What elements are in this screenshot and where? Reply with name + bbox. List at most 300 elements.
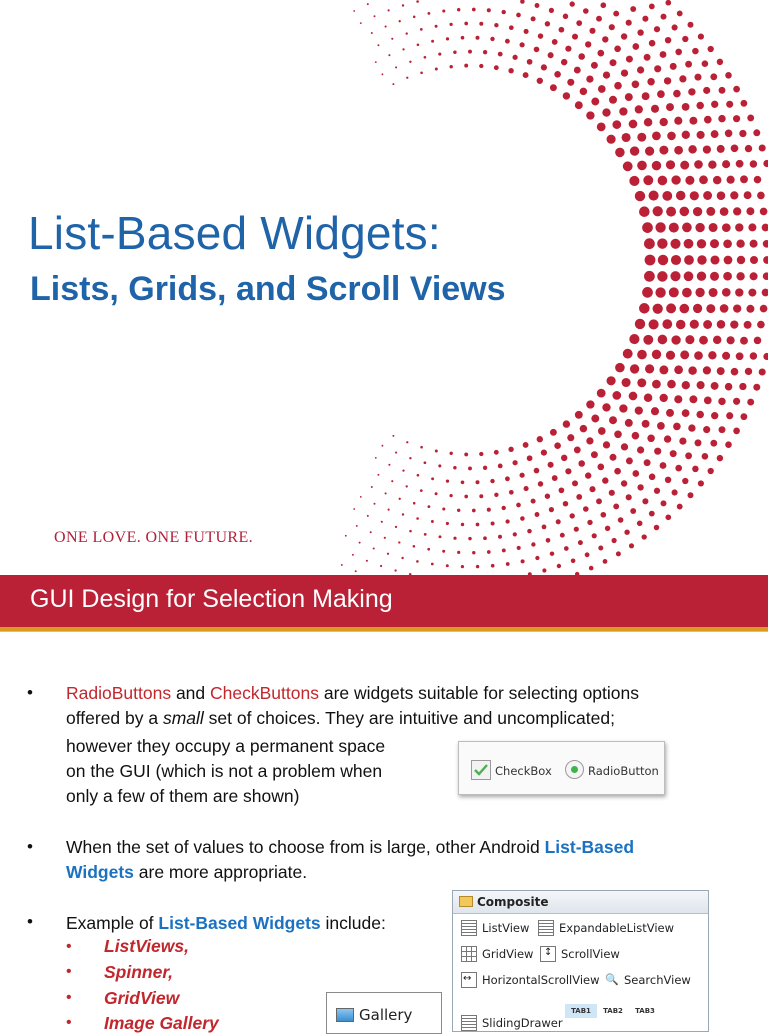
decorative-dot xyxy=(576,20,582,26)
decorative-dot xyxy=(685,452,692,459)
decorative-dot xyxy=(468,50,472,54)
decorative-dot xyxy=(512,55,517,60)
decorative-dot xyxy=(626,20,632,26)
decorative-dot xyxy=(654,448,661,455)
decorative-dot xyxy=(759,144,766,151)
decorative-dot xyxy=(621,443,628,450)
decorative-dot xyxy=(374,15,376,17)
decorative-dot xyxy=(524,29,529,34)
decorative-dot xyxy=(750,272,758,280)
decorative-dot xyxy=(597,50,604,57)
decorative-dot xyxy=(722,288,731,297)
decorative-dot xyxy=(733,115,740,122)
decorative-dot xyxy=(597,123,606,132)
palette-item-slidingdrawer[interactable] xyxy=(461,1013,563,1033)
decorative-dot xyxy=(649,319,659,329)
decorative-dot xyxy=(413,545,416,548)
decorative-dot xyxy=(644,238,655,249)
decorative-dot xyxy=(757,192,765,200)
decorative-dot xyxy=(565,46,571,52)
decorative-dot xyxy=(680,350,689,359)
decorative-dot xyxy=(387,553,389,555)
decorative-dot xyxy=(642,16,648,22)
decorative-dot xyxy=(733,428,740,435)
decorative-dot xyxy=(502,506,506,510)
decorative-dot xyxy=(602,108,610,116)
decorative-dot xyxy=(706,207,715,216)
decorative-dot xyxy=(531,499,536,504)
gallery-label: Gallery xyxy=(359,1006,413,1024)
decorative-dot xyxy=(534,47,540,53)
palette-item-horizontalscrollview[interactable] xyxy=(461,970,600,990)
decorative-dot xyxy=(535,3,540,8)
small-emphasis: small xyxy=(162,708,204,728)
decorative-dot xyxy=(603,559,608,564)
decorative-dot xyxy=(690,320,699,329)
decorative-dot xyxy=(552,39,558,45)
decorative-dot xyxy=(615,363,625,373)
decorative-dot xyxy=(391,480,393,482)
decorative-dot xyxy=(565,468,571,474)
decorative-dot xyxy=(424,533,427,536)
decorative-dot xyxy=(649,511,655,517)
decorative-dot xyxy=(457,551,460,554)
decorative-dot xyxy=(388,54,390,56)
decorative-dot xyxy=(370,531,372,533)
decorative-dot xyxy=(453,466,456,469)
decorative-dot xyxy=(431,563,434,566)
decorative-dot xyxy=(461,565,464,568)
decorative-dot xyxy=(763,353,768,360)
decorative-dot xyxy=(513,532,517,536)
decorative-dot xyxy=(527,529,532,534)
decorative-dot xyxy=(446,564,449,567)
decorative-dot xyxy=(479,494,483,498)
decorative-dot xyxy=(630,508,636,514)
decorative-dot xyxy=(697,272,706,281)
decorative-dot xyxy=(760,208,768,216)
decorative-dot xyxy=(345,535,347,537)
palette-item-label: GridView xyxy=(482,947,534,961)
decorative-dot xyxy=(688,88,695,95)
decorative-dot xyxy=(662,319,672,329)
decorative-dot xyxy=(483,536,487,540)
decorative-dot xyxy=(409,530,412,533)
decorative-dot xyxy=(395,452,397,454)
decorative-dot xyxy=(661,500,667,506)
decorative-dot xyxy=(639,303,650,314)
decorative-dot xyxy=(438,53,441,56)
decorative-dot xyxy=(453,537,456,540)
decorative-dot xyxy=(602,36,608,42)
decorative-dot xyxy=(626,457,633,464)
decorative-dot xyxy=(615,148,625,158)
decorative-dot xyxy=(675,465,682,472)
decorative-dot xyxy=(625,419,633,427)
decorative-dot xyxy=(399,20,401,22)
decorative-dot xyxy=(616,551,621,556)
decorative-dot xyxy=(439,535,442,538)
decorative-dot xyxy=(600,2,606,8)
bullet-3-text: Example of xyxy=(66,913,159,933)
decorative-dot xyxy=(435,25,438,28)
decorative-dot xyxy=(695,74,702,81)
palette-item-label: SlidingDrawer xyxy=(482,1016,563,1030)
decorative-dot xyxy=(709,288,718,297)
decorative-dot xyxy=(567,434,574,441)
decorative-dot xyxy=(635,406,643,414)
decorative-dot xyxy=(682,478,688,484)
decorative-dot xyxy=(694,160,703,169)
decorative-dot xyxy=(442,9,445,12)
decorative-dot xyxy=(476,480,480,484)
decorative-dot xyxy=(427,505,430,508)
decorative-dot xyxy=(657,238,667,248)
decorative-dot xyxy=(717,191,726,200)
decorative-dot xyxy=(468,466,472,470)
decorative-dot xyxy=(684,271,694,281)
decorative-dot xyxy=(609,490,615,496)
decorative-dot xyxy=(576,494,582,500)
decorative-dot xyxy=(717,455,723,461)
decorative-dot xyxy=(424,461,427,464)
decorative-dot xyxy=(706,304,715,313)
decorative-dot xyxy=(353,508,355,510)
decorative-dot xyxy=(585,41,591,47)
decorative-dot xyxy=(724,256,733,265)
decorative-dot xyxy=(600,512,606,518)
decorative-dot xyxy=(642,498,648,504)
decorative-dot xyxy=(591,415,599,423)
decorative-dot xyxy=(596,16,602,22)
decorative-dot xyxy=(446,522,449,525)
decorative-dot xyxy=(725,441,732,448)
decorative-dot xyxy=(570,1,575,6)
decorative-dot xyxy=(685,335,694,344)
decorative-dot xyxy=(516,13,521,18)
decorative-dot xyxy=(614,82,622,90)
decorative-dot xyxy=(647,435,654,442)
decorative-dot xyxy=(527,455,533,461)
decorative-dot xyxy=(578,53,585,60)
decorative-dot xyxy=(763,160,768,167)
decorative-dot xyxy=(717,59,723,65)
decorative-dot xyxy=(609,24,615,30)
decorative-dot xyxy=(580,88,588,96)
decorative-dot xyxy=(498,52,503,57)
decorative-dot xyxy=(578,460,585,467)
decorative-dot xyxy=(684,239,694,249)
decorative-dot xyxy=(694,351,703,360)
decorative-dot xyxy=(660,462,667,469)
decorative-dot xyxy=(762,289,768,297)
slide-title: List-Based Widgets: xyxy=(28,207,441,259)
decorative-dot xyxy=(703,320,712,329)
bullet-marker: • xyxy=(27,837,33,856)
decorative-dot xyxy=(607,135,616,144)
decorative-dot xyxy=(653,304,663,314)
decorative-dot xyxy=(476,565,479,568)
decorative-dot xyxy=(589,566,594,571)
decorative-dot xyxy=(586,400,594,408)
decorative-dot xyxy=(679,207,689,217)
decorative-dot xyxy=(713,176,721,184)
decorative-dot xyxy=(431,520,434,523)
decorative-dot xyxy=(739,130,746,137)
decorative-dot xyxy=(733,207,741,215)
decorative-dot xyxy=(605,526,610,531)
search-icon xyxy=(605,973,619,987)
radio-button-icon xyxy=(565,760,584,779)
decorative-dot xyxy=(596,498,602,504)
decorative-dot xyxy=(753,384,760,391)
decorative-dot xyxy=(589,28,595,34)
decorative-dot xyxy=(610,59,617,66)
decorative-dot xyxy=(591,62,598,69)
decorative-dot xyxy=(741,100,748,107)
decorative-dot xyxy=(717,320,726,329)
decorative-dot xyxy=(651,407,659,415)
bullet-1-line-1 xyxy=(66,681,639,706)
section-title: GUI Design for Selection Making xyxy=(30,585,393,613)
decorative-dot xyxy=(538,481,543,486)
decorative-dot xyxy=(614,468,621,475)
decorative-dot xyxy=(406,441,408,443)
decorative-dot xyxy=(464,22,468,26)
decorative-dot xyxy=(672,489,678,495)
decorative-dot xyxy=(670,63,677,70)
decorative-dot xyxy=(667,132,676,141)
decorative-dot xyxy=(586,437,593,444)
decorative-dot xyxy=(548,462,554,468)
decorative-dot xyxy=(385,492,387,494)
decorative-dot xyxy=(381,73,383,75)
decorative-dot xyxy=(666,207,676,217)
decorative-dot xyxy=(644,393,653,402)
decorative-dot xyxy=(637,350,647,360)
decorative-dot xyxy=(688,424,695,431)
decorative-dot xyxy=(629,334,639,344)
decorative-dot xyxy=(578,540,583,545)
decorative-dot xyxy=(692,466,699,473)
decorative-dot xyxy=(725,130,733,138)
palette-item-label: ListView xyxy=(482,921,530,935)
decorative-dot xyxy=(682,409,690,417)
decorative-dot xyxy=(750,256,758,264)
decorative-dot xyxy=(424,56,427,59)
decorative-dot xyxy=(498,535,502,539)
decorative-dot xyxy=(695,223,704,232)
palette-item-expandablelistview[interactable] xyxy=(538,918,674,938)
decorative-dot xyxy=(733,86,740,93)
banner-grey-rule xyxy=(0,631,768,632)
decorative-dot xyxy=(727,176,735,184)
decorative-dot xyxy=(741,413,748,420)
decorative-dot xyxy=(679,75,686,82)
decorative-dot xyxy=(597,389,606,398)
decorative-dot xyxy=(388,9,390,11)
decorative-dot xyxy=(392,435,394,437)
list-based-widgets-term: List-Based Widgets xyxy=(158,913,321,933)
decorative-dot xyxy=(461,480,465,484)
decorative-dot xyxy=(541,64,547,70)
decorative-dot xyxy=(717,145,725,153)
decorative-dot xyxy=(591,98,599,106)
decorative-dot xyxy=(637,66,644,73)
decorative-dot xyxy=(406,32,408,34)
palette-item-listview[interactable] xyxy=(461,918,529,938)
decorative-dot xyxy=(580,425,588,433)
decorative-dot xyxy=(635,319,645,329)
decorative-dot xyxy=(609,416,617,424)
decorative-dot xyxy=(665,477,671,483)
decorative-dot xyxy=(652,161,661,170)
decorative-dot xyxy=(733,398,740,405)
decorative-dot xyxy=(699,336,708,345)
decorative-dot xyxy=(622,133,631,142)
decorative-dot xyxy=(740,337,748,345)
palette-item-label: HorizontalScrollView xyxy=(482,973,600,987)
decorative-dot xyxy=(487,550,491,554)
decorative-dot xyxy=(603,71,610,78)
palette-item-searchview[interactable] xyxy=(605,970,691,990)
decorative-dot xyxy=(572,34,578,40)
decorative-dot xyxy=(554,71,561,78)
decorative-dot xyxy=(659,146,668,155)
decorative-dot xyxy=(750,352,757,359)
decorative-dot xyxy=(527,59,533,65)
decorative-dot xyxy=(420,72,423,75)
palette-item-scrollview[interactable] xyxy=(540,944,620,964)
checkbox-icon xyxy=(471,760,491,780)
decorative-dot xyxy=(746,305,754,313)
decorative-dot xyxy=(355,570,357,572)
radiobuttons-term: RadioButtons xyxy=(66,683,172,703)
decorative-dot xyxy=(420,446,423,449)
decorative-dot xyxy=(613,11,619,17)
decorative-dot xyxy=(750,160,757,167)
decorative-dot xyxy=(360,22,362,24)
decorative-dot xyxy=(763,272,768,280)
decorative-dot xyxy=(472,509,476,513)
composite-header xyxy=(453,891,708,914)
gallery-widget-example xyxy=(326,992,442,1034)
decorative-dot xyxy=(494,65,499,70)
composite-header-label: Composite xyxy=(477,895,549,909)
decorative-dot xyxy=(723,239,732,248)
decorative-dot xyxy=(703,191,712,200)
decorative-dot xyxy=(417,474,420,477)
decorative-dot xyxy=(689,395,697,403)
decorative-dot xyxy=(710,73,717,80)
decorative-dot xyxy=(649,474,656,481)
decorative-dot xyxy=(549,507,554,512)
decorative-dot xyxy=(688,22,694,28)
decorative-dot xyxy=(494,450,499,455)
bullet-2-text: When the set of values to choose from is large, other Android xyxy=(66,837,545,857)
decorative-dot xyxy=(621,69,628,76)
decorative-dot xyxy=(693,207,702,216)
decorative-dot xyxy=(516,503,521,508)
decorative-dot xyxy=(598,427,606,435)
decorative-dot xyxy=(341,564,343,566)
checkbox-radio-example xyxy=(458,741,665,795)
decorative-dot xyxy=(457,8,460,11)
decorative-dot xyxy=(666,160,675,169)
decorative-dot xyxy=(552,475,558,481)
palette-item-gridview[interactable] xyxy=(461,944,533,964)
bullet-1-line-3: however they occupy a permanent space xyxy=(66,736,386,756)
example-item: Image Gallery xyxy=(104,1013,219,1033)
decorative-dot xyxy=(612,538,617,543)
slide-subtitle: Lists, Grids, and Scroll Views xyxy=(30,270,506,308)
decorative-dot xyxy=(381,445,383,447)
decorative-dot xyxy=(373,547,375,549)
decorative-dot xyxy=(632,470,639,477)
decorative-dot xyxy=(736,240,744,248)
decorative-dot xyxy=(718,115,725,122)
decorative-dot xyxy=(654,26,660,32)
decorative-dot xyxy=(519,42,524,47)
decorative-dot xyxy=(699,175,708,184)
decorative-dot xyxy=(549,8,554,13)
decorative-dot xyxy=(723,272,732,281)
decorative-dot xyxy=(643,175,653,185)
radio-button-label: RadioButton xyxy=(588,764,659,778)
decorative-dot xyxy=(704,397,712,405)
decorative-dot xyxy=(704,116,712,124)
decorative-dot xyxy=(711,130,719,138)
decorative-dot xyxy=(435,68,438,71)
decorative-dot xyxy=(630,146,639,155)
decorative-dot xyxy=(371,32,373,34)
decorative-dot xyxy=(464,64,468,68)
expandable-list-icon xyxy=(538,920,554,936)
bullet-1-line-4: on the GUI (which is not a problem when xyxy=(66,761,383,781)
decorative-dot xyxy=(603,441,610,448)
decorative-dot xyxy=(395,66,397,68)
decorative-dot xyxy=(508,68,513,73)
decorative-dot xyxy=(435,450,438,453)
decorative-dot xyxy=(406,485,408,487)
decorative-dot xyxy=(690,191,699,200)
decorative-dot xyxy=(720,304,729,313)
decorative-dot xyxy=(505,519,509,523)
decorative-dot xyxy=(629,176,639,186)
decorative-dot xyxy=(629,543,634,548)
decorative-dot xyxy=(479,452,483,456)
decorative-dot xyxy=(619,107,627,115)
decorative-dot xyxy=(519,473,524,478)
decorative-dot xyxy=(692,48,699,55)
sliding-drawer-icon xyxy=(461,1015,477,1031)
decorative-dot xyxy=(708,46,714,52)
bullet-1-text: offered by a xyxy=(66,708,163,728)
tabhost-preview xyxy=(565,1004,661,1018)
decorative-dot xyxy=(645,255,656,266)
decorative-dot xyxy=(665,0,671,6)
decorative-dot xyxy=(660,51,667,58)
decorative-dot xyxy=(574,67,581,74)
decorative-dot xyxy=(632,432,640,440)
decorative-dot xyxy=(645,364,654,373)
decorative-dot xyxy=(494,493,498,497)
decorative-dot xyxy=(664,77,671,84)
decorative-dot xyxy=(698,34,704,40)
palette-item-label: SearchView xyxy=(624,973,691,987)
decorative-dot xyxy=(416,517,419,520)
decorative-dot xyxy=(377,474,379,476)
